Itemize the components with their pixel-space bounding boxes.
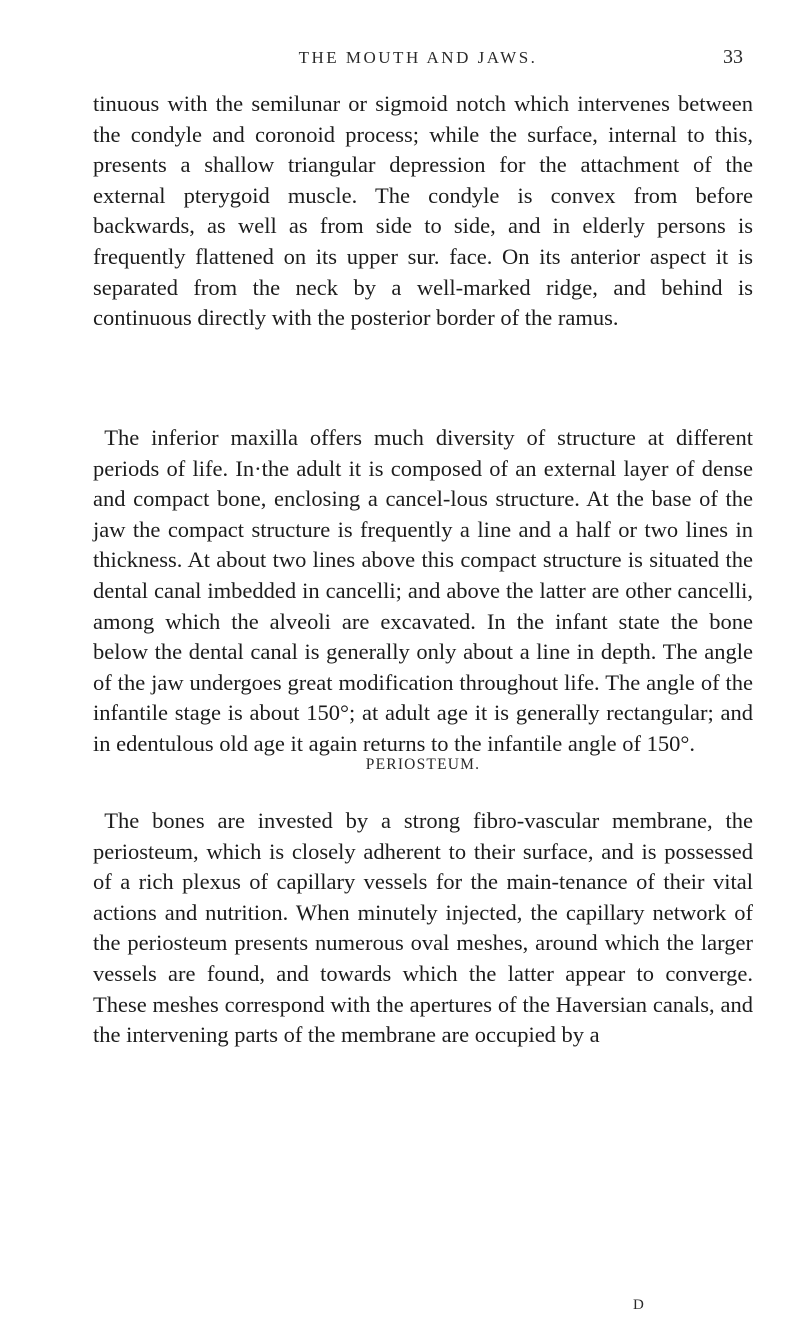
- paragraph-text: The bones are invested by a strong fibro-vascular membrane, the periosteum, which is closely adherent to their surface, and is possessed of a rich plexus of capillary vessels for the main-tenance of their vital actions and nutrition. When minutely injected, the capillary network of the periosteum presents numerous oval meshes, around which the larger vessels are found, and towards which the latter appear to converge. These meshes correspond with the apertures of the Haversian canals, and the intervening parts of the membrane are occupied by a: [93, 808, 753, 1048]
- running-head: [93, 48, 743, 74]
- signature-mark: D: [633, 1297, 644, 1313]
- paragraph-inferior-maxilla: [93, 423, 753, 760]
- section-heading: PERIOSTEUM.: [365, 756, 481, 773]
- paragraph-text: tinuous with the semilunar or sigmoid notch which intervenes between the condyle and coronoid process; while the surface, internal to this, presents a shallow triangular depression for the attachment of the external pterygoid muscle. The condyle is convex from before backwards, as well as from side to side, and in elderly persons is frequently flattened on its upper sur. face. On its anterior aspect it is separated from the neck by a well-marked ridge, and behind is continuous directly with the posterior border of the ramus.: [93, 91, 753, 331]
- paragraph-continuation: [93, 89, 753, 334]
- paragraph-text: The inferior maxilla offers much diversity of structure at different periods of life. In·the adult it is composed of an external layer of dense and compact bone, enclosing a cancel-lous structure. At the base of the jaw the compact structure is frequently a line and a half or two lines in thickness. At about two lines above this compact structure is situated the dental canal imbedded in cancelli; and above the latter are other cancelli, among which the alveoli are excavated. In the infant state the bone below the dental canal is generally only about a line in depth. The angle of the jaw undergoes great modification throughout life. The angle of the infantile stage is about 150°; at adult age it is generally rectangular; and in edentulous old age it again returns to the infantile angle of 150°.: [93, 425, 753, 756]
- running-title: THE MOUTH AND JAWS.: [298, 48, 538, 67]
- page-number: 33: [723, 46, 743, 68]
- paragraph-periosteum: [93, 806, 753, 1051]
